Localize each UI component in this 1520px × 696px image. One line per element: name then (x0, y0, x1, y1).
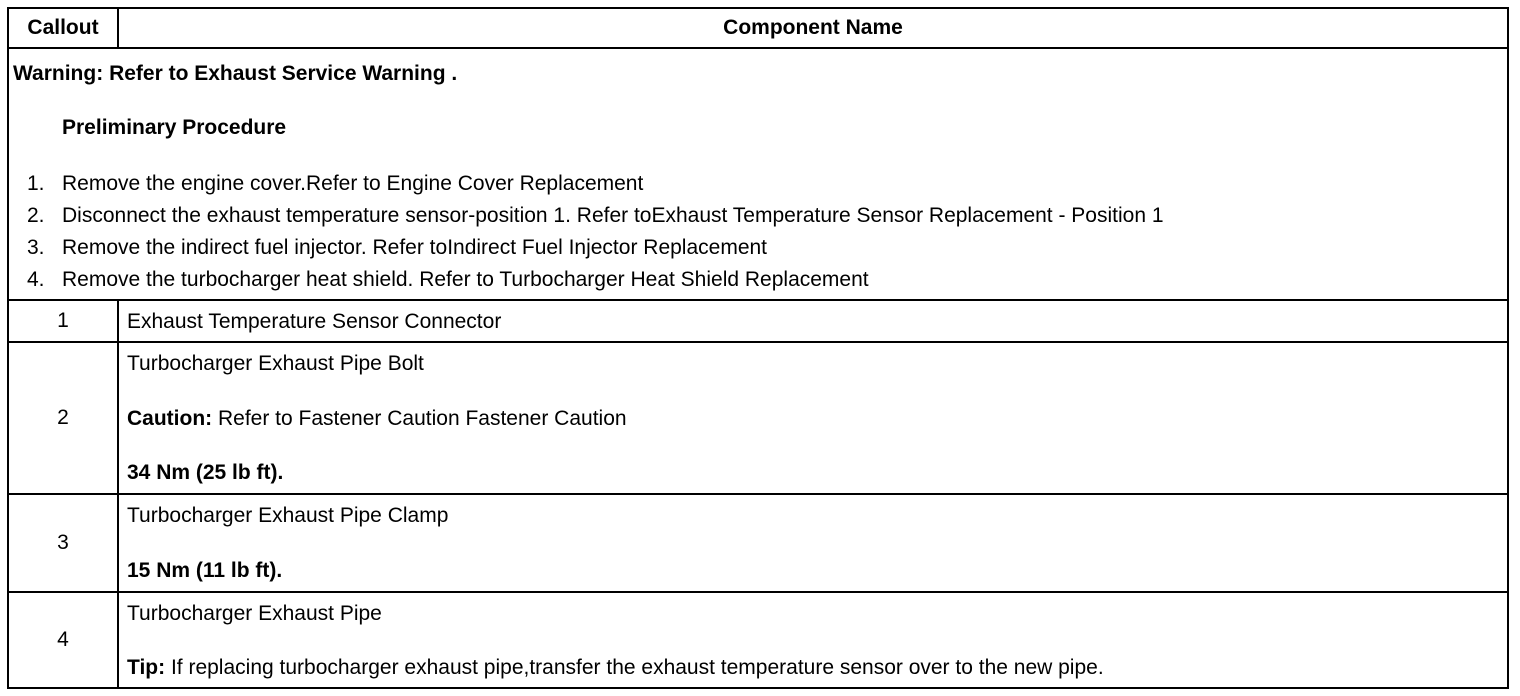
torque-spec: 34 Nm (25 lb ft). (127, 461, 284, 484)
component-name: Turbocharger Exhaust Pipe (127, 602, 382, 625)
step-text: Remove the engine cover.Refer to Engine Cover Replacement (62, 172, 644, 195)
table-row (9, 593, 1507, 687)
component-name: Turbocharger Exhaust Pipe Bolt (127, 352, 424, 375)
callout-column-header: Callout (9, 9, 119, 47)
component-name: Turbocharger Exhaust Pipe Clamp (127, 504, 449, 527)
tip-text: If replacing turbocharger exhaust pipe,transfer the exhaust temperature sensor over to the new pipe. (170, 656, 1104, 679)
tip-label: Tip: (127, 656, 166, 679)
component-name-column-header: Component Name (723, 16, 903, 39)
warning-label: Warning: (13, 62, 104, 85)
table-row (9, 301, 1507, 343)
table-row (9, 495, 1507, 593)
step-text: Disconnect the exhaust temperature sensor-position 1. Refer toExhaust Temperature Sensor Replacement - Position 1 (62, 204, 1164, 227)
callout-number: 4 (9, 593, 119, 687)
preliminary-title: Preliminary Procedure (62, 116, 287, 139)
callout-number: 2 (9, 343, 119, 493)
step-number: 3. (27, 236, 45, 259)
step-text: Remove the indirect fuel injector. Refer toIndirect Fuel Injector Replacement (62, 236, 768, 259)
callout-number: 1 (9, 301, 119, 341)
warning-line (13, 62, 457, 86)
preliminary-section (9, 49, 1507, 301)
component-table (7, 7, 1509, 689)
caution-text: Refer to Fastener Caution Fastener Caution (218, 407, 627, 430)
caution-note (127, 407, 627, 431)
step-number: 2. (27, 204, 45, 227)
warning-text: Refer to Exhaust Service Warning . (109, 62, 458, 85)
table-header (9, 9, 1507, 49)
step-text: Remove the turbocharger heat shield. Refer to Turbocharger Heat Shield Replacement (62, 268, 869, 291)
callout-number: 3 (9, 495, 119, 591)
caution-label: Caution: (127, 407, 213, 430)
tip-note (127, 656, 1104, 680)
step-number: 1. (27, 172, 45, 195)
step-number: 4. (27, 268, 45, 291)
table-row (9, 343, 1507, 495)
component-name: Exhaust Temperature Sensor Connector (127, 310, 502, 333)
torque-spec: 15 Nm (11 lb ft). (127, 559, 283, 582)
